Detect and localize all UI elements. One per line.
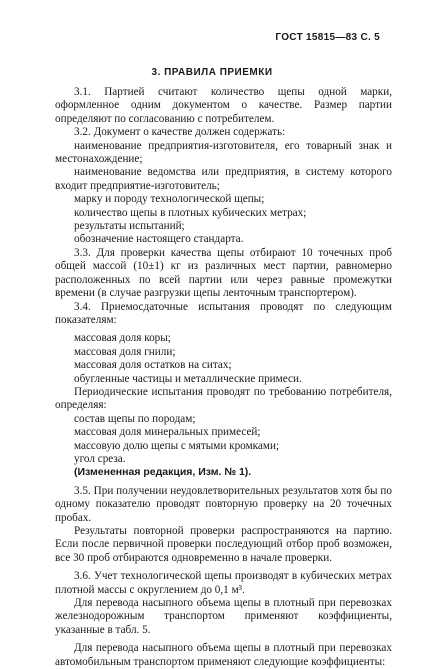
paragraph-3-1: 3.1. Партией считают количество щепы одной марки, оформленное одним документом о качестве. Размер партии определяют по согласованию с потребителем. bbox=[55, 86, 392, 125]
document-item: наименование ведомства или предприятия, в систему которого входит предприятие-изготовитель; bbox=[55, 166, 392, 192]
document-item: обозначение настоящего стандарта. bbox=[74, 233, 244, 246]
paragraph-3-2: 3.2. Документ о качестве должен содержать: bbox=[74, 126, 286, 139]
acceptance-item: массовая доля остатков на ситах; bbox=[74, 359, 232, 372]
paragraph-3-5-b: Результаты повторной проверки распространяются на партию. Если после первичной проверки последующий отбор проб возможен, все 30 проб отбираются одновременно в начале проверки. bbox=[55, 525, 392, 564]
paragraph-3-6-auto: Для перевода насыпного объема щепы в плотный при перевозках автомобильным транспортом применяют следующие коэффициенты: bbox=[55, 642, 392, 668]
paragraph-3-3: 3.3. Для проверки качества щепы отбирают 10 точечных проб общей массой (10±1) кг из различных мест партии, равномерно расположенных по всей партии или через равные промежутки времени (в случае разгрузки щепы ленточным транспортером). bbox=[55, 246, 392, 300]
periodic-item: массовая доля минеральных примесей; bbox=[74, 426, 261, 439]
section-title: 3. ПРАВИЛА ПРИЕМКИ bbox=[151, 67, 273, 78]
acceptance-item: массовая доля гнили; bbox=[74, 345, 176, 358]
periodic-item: состав щепы по породам; bbox=[74, 412, 196, 425]
document-item: результаты испытаний; bbox=[74, 220, 185, 233]
paragraph-3-4: 3.4. Приемосдаточные испытания проводят по следующим показателям: bbox=[55, 300, 392, 326]
document-body bbox=[55, 86, 392, 669]
revision-note: (Измененная редакция, Изм. № 1). bbox=[74, 466, 252, 479]
paragraph-3-5: 3.5. При получении неудовлетворительных результатов хотя бы по одному показателю проводят повторную проверку на 20 точечных пробах. bbox=[55, 484, 392, 524]
paragraph-3-6: 3.6. Учет технологической щепы производят в кубических метрах плотной массы с округлением до 0,1 м³. bbox=[55, 570, 392, 596]
periodic-item: угол среза. bbox=[74, 452, 126, 465]
page-header: ГОСТ 15815—83 С. 5 bbox=[275, 32, 380, 43]
periodic-item: массовую долю щепы с мятыми кромками; bbox=[74, 439, 280, 452]
acceptance-item: обугленные частицы и металлические примеси. bbox=[74, 372, 302, 385]
periodic-intro: Периодические испытания проводят по требованию потребителя, определяя: bbox=[55, 385, 392, 412]
document-item: количество щепы в плотных кубических метрах; bbox=[74, 206, 307, 219]
document-item: наименование предприятия-изготовителя, его товарный знак и местонахождение; bbox=[55, 139, 392, 166]
document-item: марку и породу технологической щепы; bbox=[74, 193, 265, 206]
acceptance-item: массовая доля коры; bbox=[74, 332, 171, 345]
paragraph-3-6-rail: Для перевода насыпного объема щепы в плотный при перевозках железнодорожным транспортом применяют коэффициенты, указанные в табл. 5. bbox=[55, 597, 392, 636]
